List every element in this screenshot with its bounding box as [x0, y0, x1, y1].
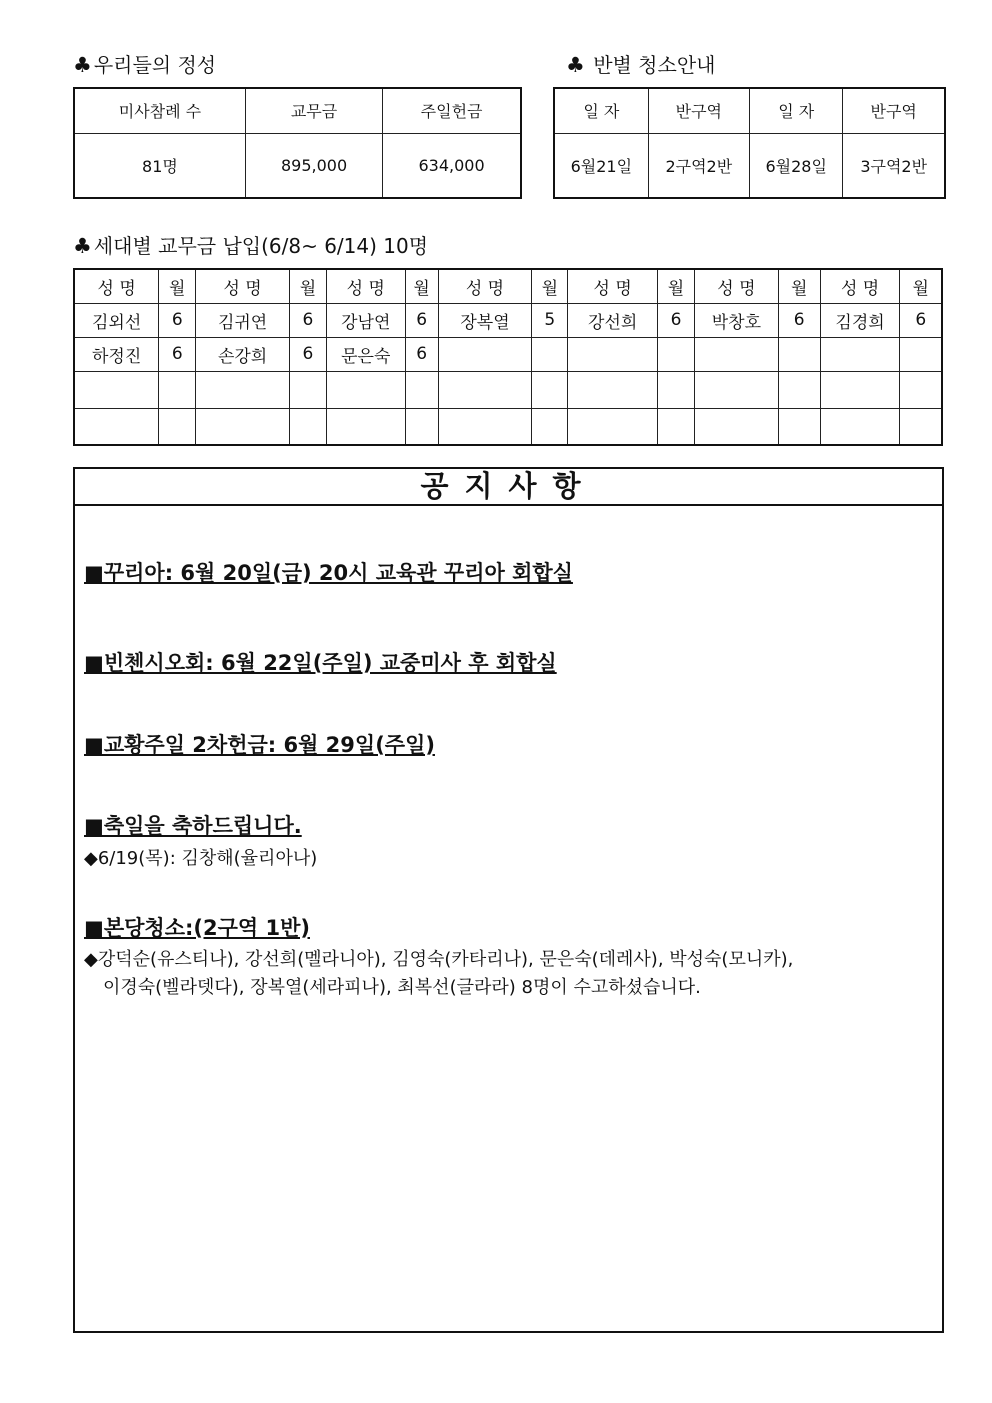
dues-header-name: 성 명 — [438, 269, 532, 303]
dues-cell-month — [900, 408, 942, 445]
dues-cell-month: 6 — [289, 337, 326, 371]
notice-cleaning: ■본당청소:(2구역 1반) — [84, 916, 310, 940]
dues-cell-name — [568, 337, 658, 371]
dues-cell-name — [820, 371, 900, 408]
cleaning-value-date: 6월21일 — [554, 133, 648, 198]
cleaning-value-date: 6월28일 — [749, 133, 842, 198]
notice-cleaning-detail-1: ◆강덕순(유스티나), 강선희(멜라니아), 김영숙(카타리나), 문은숙(데레사), 박성숙(모니카), — [84, 949, 794, 970]
dues-row — [74, 303, 942, 337]
offering-value-mass: 81명 — [74, 133, 245, 198]
cleaning-header-area: 반구역 — [648, 88, 749, 133]
offering-section-title — [73, 49, 216, 78]
notice-title: 공지사항 — [75, 469, 942, 506]
dues-cell-month: 6 — [900, 303, 942, 337]
dues-row — [74, 408, 942, 445]
dues-cell-month — [405, 408, 438, 445]
dues-header-name: 성 명 — [74, 269, 159, 303]
offering-header-mass: 미사참례 수 — [74, 88, 245, 133]
dues-cell-month — [658, 337, 695, 371]
dues-cell-name: 손강희 — [196, 337, 290, 371]
dues-cell-month — [532, 408, 568, 445]
dues-cell-name — [820, 337, 900, 371]
offering-title-text: 우리들의 정성 — [93, 53, 217, 77]
cleaning-table — [553, 87, 946, 199]
dues-cell-name — [326, 371, 405, 408]
dues-cell-name — [694, 337, 778, 371]
notice-box — [73, 467, 944, 1333]
dues-cell-month: 5 — [532, 303, 568, 337]
dues-header-name: 성 명 — [694, 269, 778, 303]
dues-header-name: 성 명 — [326, 269, 405, 303]
notice-pope-sunday: ■교황주일 2차헌금: 6월 29일(주일) — [84, 733, 435, 757]
dues-cell-name — [694, 408, 778, 445]
dues-header-month: 월 — [159, 269, 196, 303]
dues-cell-month: 6 — [405, 303, 438, 337]
dues-cell-month — [900, 337, 942, 371]
offering-header-dues: 교무금 — [245, 88, 382, 133]
dues-cell-month — [405, 371, 438, 408]
cleaning-header-date: 일 자 — [749, 88, 842, 133]
club-icon: ♣ — [73, 53, 92, 77]
dues-cell-name — [326, 408, 405, 445]
cleaning-header-date: 일 자 — [554, 88, 648, 133]
dues-cell-name: 김외선 — [74, 303, 159, 337]
dues-cell-name: 하정진 — [74, 337, 159, 371]
dues-header-name: 성 명 — [820, 269, 900, 303]
dues-cell-month: 6 — [289, 303, 326, 337]
cleaning-section-title — [566, 49, 715, 78]
dues-cell-name — [438, 408, 532, 445]
cleaning-header-area: 반구역 — [843, 88, 945, 133]
dues-cell-name: 강남연 — [326, 303, 405, 337]
dues-header-month: 월 — [532, 269, 568, 303]
dues-cell-month — [658, 371, 695, 408]
dues-cell-month — [532, 337, 568, 371]
dues-cell-month — [289, 371, 326, 408]
dues-cell-name — [196, 408, 290, 445]
notice-vincent: ■빈첸시오회: 6월 22일(주일) 교중미사 후 회합실 — [84, 651, 557, 675]
cleaning-title-text: 반별 청소안내 — [593, 53, 716, 77]
dues-cell-month — [159, 408, 196, 445]
dues-cell-name: 김귀연 — [196, 303, 290, 337]
dues-header-month: 월 — [778, 269, 820, 303]
offering-value-dues: 895,000 — [245, 133, 382, 198]
dues-cell-month: 6 — [405, 337, 438, 371]
dues-cell-month: 6 — [159, 303, 196, 337]
dues-row — [74, 337, 942, 371]
dues-cell-name — [438, 337, 532, 371]
dues-title-text: 세대별 교무금 납입(6/8~ 6/14) 10명 — [93, 234, 429, 258]
dues-header-row — [74, 269, 942, 303]
dues-header-month: 월 — [900, 269, 942, 303]
dues-cell-month — [289, 408, 326, 445]
dues-cell-month: 6 — [778, 303, 820, 337]
club-icon: ♣ — [73, 234, 92, 258]
dues-header-name: 성 명 — [568, 269, 658, 303]
dues-cell-name — [438, 371, 532, 408]
club-icon: ♣ — [566, 53, 585, 77]
offering-table — [73, 87, 522, 199]
dues-table — [73, 268, 943, 446]
dues-cell-name — [196, 371, 290, 408]
offering-value-sunday: 634,000 — [383, 133, 521, 198]
dues-header-name: 성 명 — [196, 269, 290, 303]
notice-curia: ■꾸리아: 6월 20일(금) 20시 교육관 꾸리아 회합실 — [84, 561, 573, 585]
cleaning-value-area: 2구역2반 — [648, 133, 749, 198]
dues-cell-name: 장복열 — [438, 303, 532, 337]
dues-header-month: 월 — [405, 269, 438, 303]
cleaning-value-area: 3구역2반 — [843, 133, 945, 198]
dues-cell-month — [778, 408, 820, 445]
dues-cell-month: 6 — [658, 303, 695, 337]
notice-feast-detail: ◆6/19(목): 김창해(율리아나) — [84, 848, 318, 869]
dues-header-month: 월 — [658, 269, 695, 303]
dues-cell-name — [568, 408, 658, 445]
dues-cell-name — [74, 408, 159, 445]
dues-cell-name: 문은숙 — [326, 337, 405, 371]
dues-cell-month — [532, 371, 568, 408]
dues-cell-month — [778, 337, 820, 371]
dues-cell-name: 강선희 — [568, 303, 658, 337]
notice-feast: ■축일을 축하드립니다. — [84, 814, 302, 838]
dues-header-month: 월 — [289, 269, 326, 303]
dues-cell-name — [74, 371, 159, 408]
dues-cell-name — [694, 371, 778, 408]
dues-section-title — [73, 230, 428, 259]
dues-cell-name — [820, 408, 900, 445]
dues-cell-name — [568, 371, 658, 408]
dues-cell-month — [778, 371, 820, 408]
dues-cell-name: 김경희 — [820, 303, 900, 337]
dues-cell-month — [159, 371, 196, 408]
offering-header-sunday: 주일헌금 — [383, 88, 521, 133]
dues-cell-month — [658, 408, 695, 445]
dues-row — [74, 371, 942, 408]
dues-cell-name: 박창호 — [694, 303, 778, 337]
notice-cleaning-detail-2: 이경숙(벨라뎃다), 장복열(세라피나), 최복선(글라라) 8명이 수고하셨습니다. — [103, 977, 701, 998]
dues-cell-month — [900, 371, 942, 408]
dues-cell-month: 6 — [159, 337, 196, 371]
